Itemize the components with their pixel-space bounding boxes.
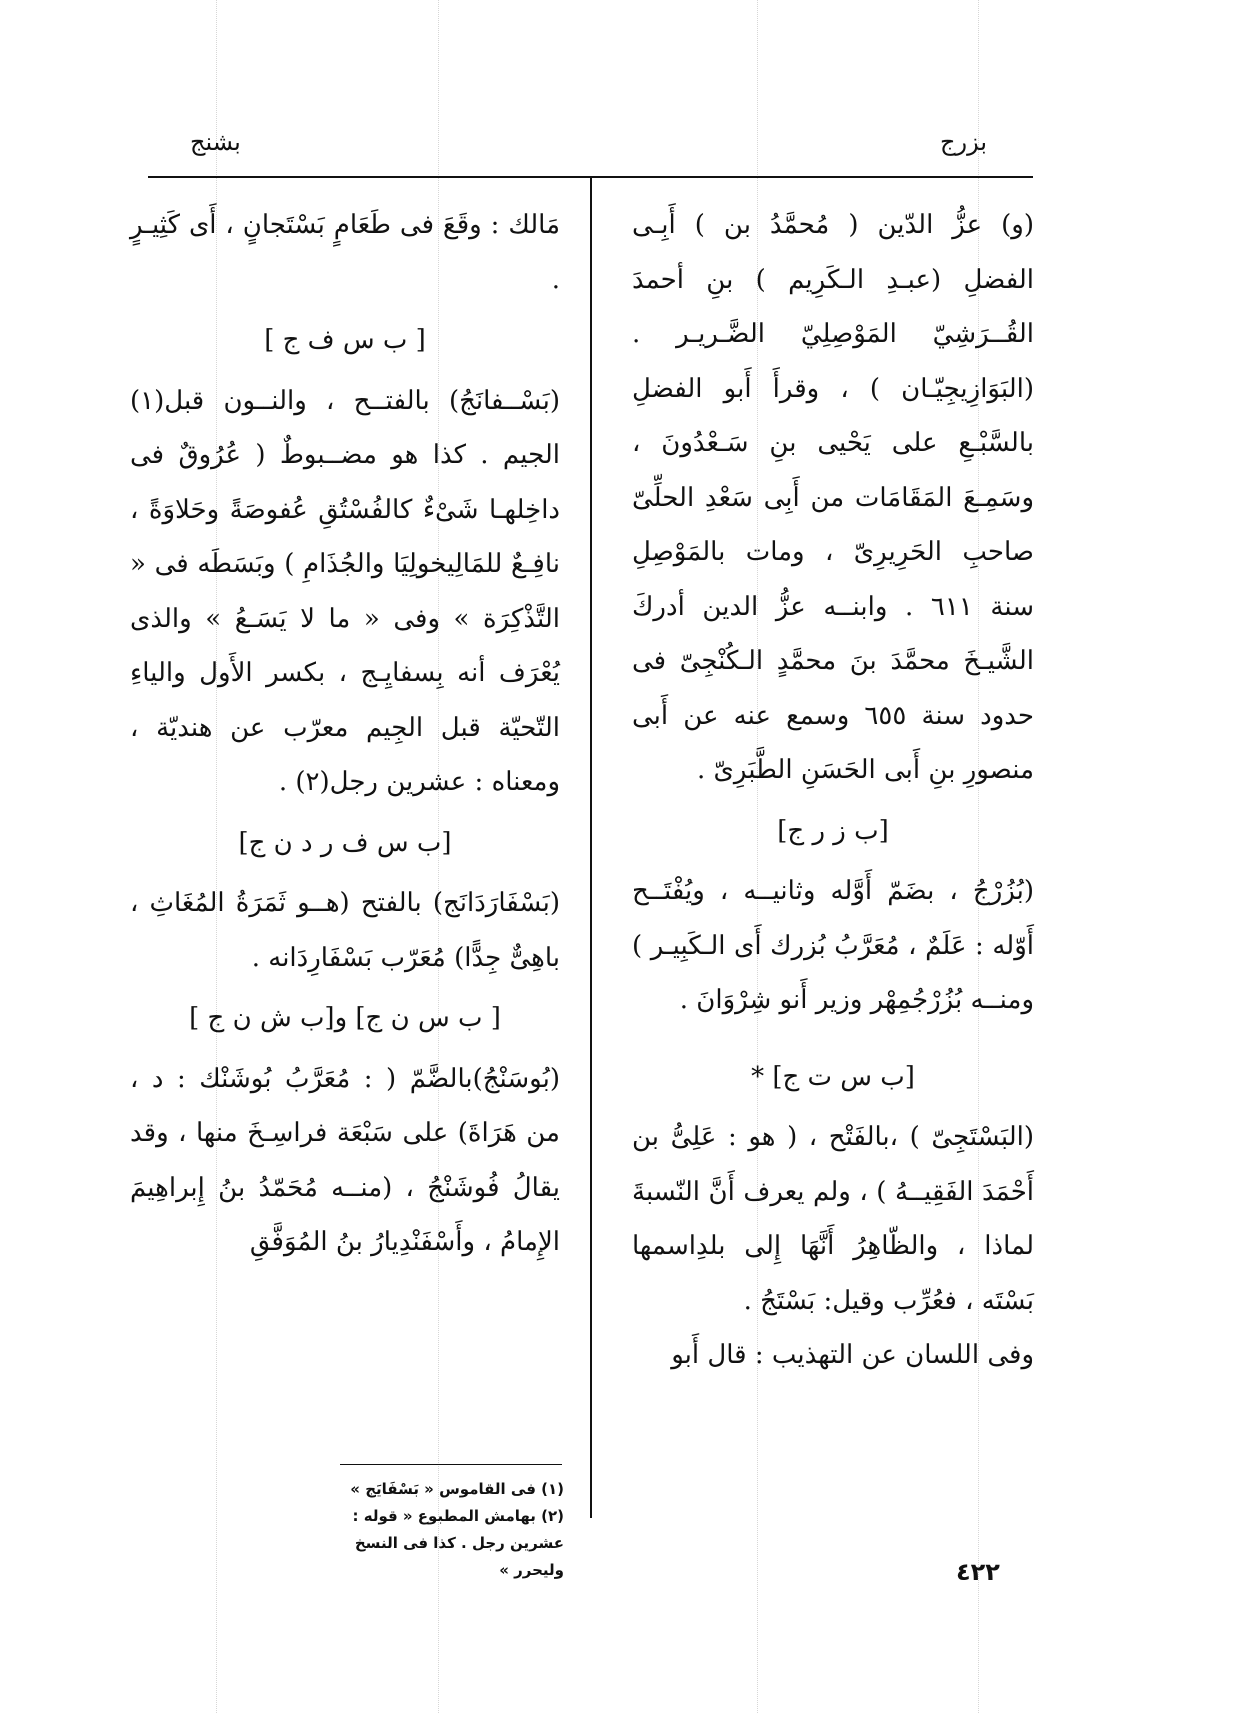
running-head-left: بشنج	[190, 128, 241, 156]
entry-heading: [ ب س ف ج ]	[264, 325, 426, 355]
entry-text: (البَسْتَجِىّ ) ،بالفَتْح ، ( هو : عَلِىُّ بن أَحْمَدَ الفَقِيــهُ ) ، ولم يعرف أَنَّ النّسبةَ لماذا ، والظّاهِرُ أَنَّهَا إِلى بلدِاسمها بَسْتَه ، فعُرِّب وقيل: بَسْتَجُ .	[632, 1122, 1034, 1316]
footnote-1: (١) فى القاموس « بَسْفَايَج »	[350, 1480, 564, 1498]
entry-heading: [ب ز ر ج]	[777, 815, 889, 846]
entry-text: وفى اللسان عن التهذيب : قال أَبو	[671, 1340, 1034, 1370]
right-column	[632, 198, 1034, 1383]
entry-text: (و) عزُّ الدّين ( مُحمَّدُ بن ) أَبِـى الفضلِ (عبـدِ الـكَرِيم ) بنِ أحمدَ القُــرَشِيّ المَوْصِلِيّ الضَّـريـر . (البَوَازِيجِيّـان ) ، وقرأَ أَبو الفضلِ بالسَّبْـعِ على يَحْيى بنِ سَـعْدُونَ ، وسَمِـعَ المَقَامَات من أَبِى سَعْدِ الحلِّىّ صاحبِ الحَرِيرِىّ ، ومات بالمَوْصِلِ سنة ٦١١ . وابنــه عزُّ الدين أدركَ الشَّيـخَ محمَّدَ بنَ محمَّدٍ الـكُنْجِىّ فى حدود سنة ٦٥٥ وسمع عنه عن أَبى منصورِ بنِ أَبى الحَسَنِ الطَّبَرِىّ .	[632, 210, 1034, 785]
footnote-2: (٢) بهامش المطبوع « قوله : عشرين رجل . كذا فى النسخ وليحرر »	[352, 1507, 564, 1579]
entry-heading: [ب س ت ج] *	[751, 1061, 915, 1092]
entry-heading: [ ب س ن ج] و[ب ش ن ج ]	[189, 1003, 501, 1033]
page-number: ٤٢٢	[956, 1558, 1000, 1586]
entry-text: (بَسْــفانَجُ) بالفتــح ، والنــون قبل(١) الجيم . كذا هو مضــبوطٌ ( عُرُوقٌ فى داخِلهـا شَىْءٌ كالفُسْتُقِ عُفوصَةً وحَلاوَةً ، نافِـعٌ للمَالِيخولِيَا والجُذَامِ ) وبَسَطَه فى « التَّذْكِرَة » وفى « ما لا يَسَـعُ » والذى يُعْرَف أنه بِسفايِـج ، بكسر الأَول والياءِ التّحيّة قبل الجِيم معرّب عن هنديّة ، ومعناه : عشرين رجل(٢) .	[130, 385, 560, 797]
entry-text: (بُزُرْجُ ، بضَمّ أَوَّله وثانيــه ، ويُفْتَــح أَوّله : عَلَمٌ ، مُعَرَّبُ بُزرك أَى الـكَبِيـر ) ومنــه بُزُرْجُمِهْر وزير أَنو شِرْوَانَ .	[632, 876, 1034, 1015]
left-column	[130, 198, 560, 1270]
running-head-right: بزرج	[940, 128, 988, 156]
footnotes	[328, 1476, 564, 1584]
entry-text: مَالك : وقَعَ فى طَعَامٍ بَسْتَجانٍ ، أَى كَثِيـرٍ .	[130, 210, 560, 295]
column-divider	[590, 178, 592, 1518]
entry-text: (بَسْفَارَدَانَج) بالفتح (هــو ثَمَرَةُ المُغَاثِ ، باهِىٌّ جِدًّا) مُعَرّب بَسْفَارِدَانه .	[130, 888, 560, 973]
entry-text: (بُوسَنْجُ)بالضَّمّ ( : مُعَرَّبُ بُوشَنْك : د ، من هَرَاةَ) على سَبْعَة فراسِـخَ منها ، وقد يقالُ فُوشَنْجُ ، (منــه مُحَمّدُ بنُ إِبراهِيمَ الإِمامُ ، وأَسْفَنْدِيارُ بنُ المُوَفَّقِ	[130, 1063, 560, 1257]
footnote-rule	[340, 1464, 562, 1465]
entry-heading: [ب س ف ر د ن ج]	[238, 827, 452, 858]
